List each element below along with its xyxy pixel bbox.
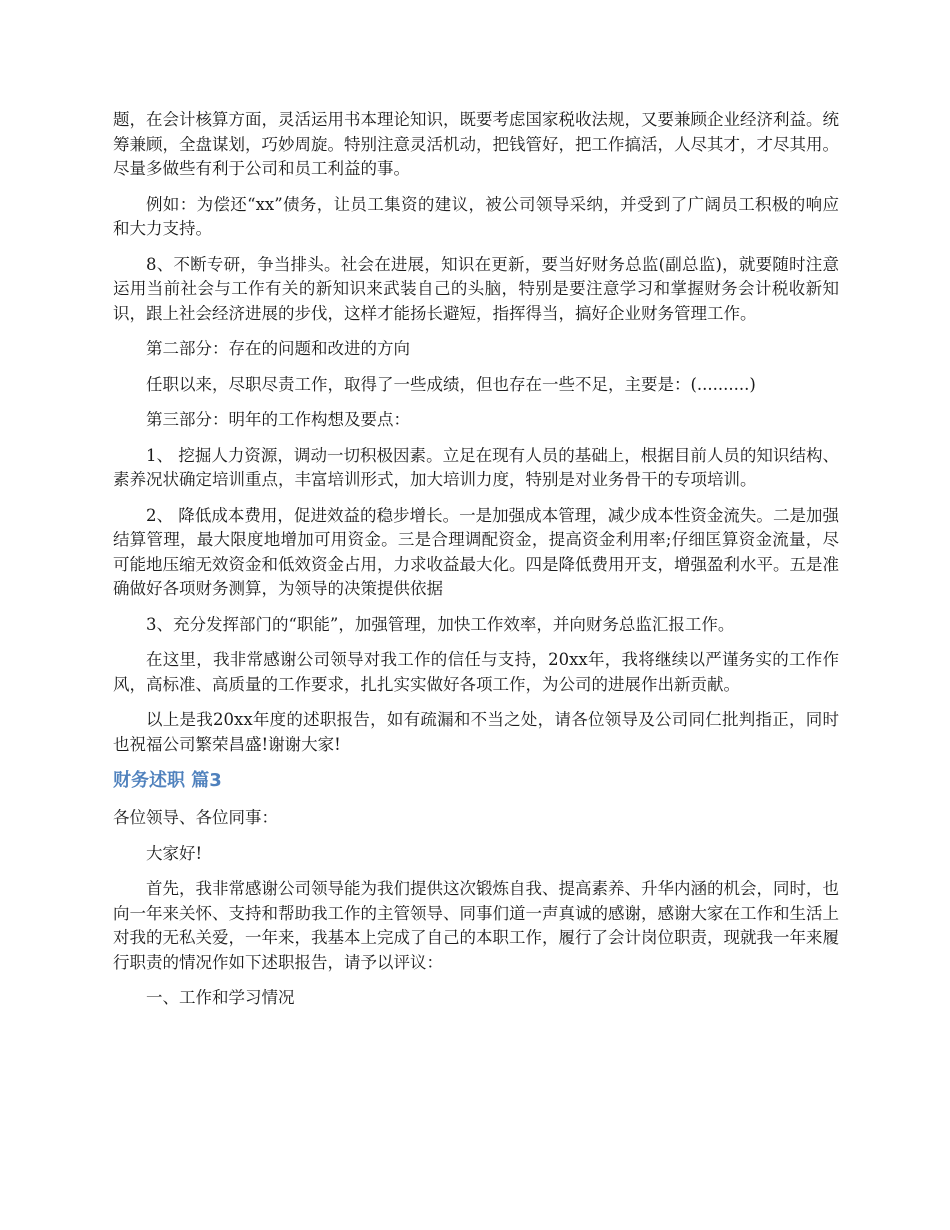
paragraph-plan-3: 3、充分发挥部门的“职能”，加强管理，加快工作效率，并向财务总监汇报工作。 [146,614,735,634]
greeting: 大家好! [146,843,203,863]
paragraph-continued: 题，在会计核算方面，灵活运用书本理论知识，既要考虑国家税收法规，又要兼顾企业经济利益。统筹兼顾，全盘谋划，巧妙周旋。特别注意灵活机动，把钱管好，把工作搞活，人尽其才，才尽其用。尽量多做些有利于公司和员工利益的事。 [113,110,839,178]
paragraph-shortcomings: 任职以来，尽职尽责工作，取得了一些成绩，但也存在一些不足，主要是：(..........) [146,374,756,394]
paragraph-plan-1: 1、 挖掘人力资源，调动一切积极因素。立足在现有人员的基础上，根据目前人员的知识结构、素养况状确定培训重点，丰富培训形式，加大培训力度，特别是对业务骨干的专项培训。 [113,445,839,489]
subsection-title: 一、工作和学习情况 [146,988,295,1007]
paragraph-example: 例如：为偿还“xx”债务，让员工集资的建议，被公司领导采纳，并受到了广阔员工积极的响应和大力支持。 [113,194,839,238]
document-body [113,108,839,1022]
paragraph-closing: 以上是我20xx年度的述职报告，如有疏漏和不当之处，请各位领导及公司同仁批判指正，同时也祝福公司繁荣昌盛!谢谢大家! [113,710,839,754]
section-heading: 财务述职 篇3 [113,770,222,791]
paragraph-thanks: 在这里，我非常感谢公司领导对我工作的信任与支持，20xx年，我将继续以严谨务实的工作作风，高标准、高质量的工作要求，扎扎实实做好各项工作，为公司的进展作出新贡献。 [113,650,839,694]
section-part-three-title: 第三部分：明年的工作构想及要点： [146,410,410,429]
paragraph-item-8: 8、不断专研，争当排头。社会在进展，知识在更新，要当好财务总监(副总监)，就要随时注意运用当前社会与工作有关的新知识来武装自己的头脑，特别是要注意学习和掌握财务会计税收新知识，跟上社会经济进展的步伐，这样才能扬长避短，指挥得当，搞好企业财务管理工作。 [113,254,839,323]
section-part-two-title: 第二部分：存在的问题和改进的方向 [146,339,410,358]
paragraph-intro: 首先，我非常感谢公司领导能为我们提供这次锻炼自我、提高素养、升华内涵的机会，同时，也向一年来关怀、支持和帮助我工作的主管领导、同事们道一声真诚的感谢，感谢大家在工作和生活上对我的无私关爱，一年来，我基本上完成了自己的本职工作，履行了会计岗位职责，现就我一年来履行职责的情况作如下述职报告，请予以评议： [113,879,839,972]
paragraph-plan-2: 2、 降低成本费用，促进效益的稳步增长。一是加强成本管理，减少成本性资金流失。二是加强结算管理，最大限度地增加可用资金。三是合理调配资金，提高资金利用率;仔细匡算资金流量，尽可能地压缩无效资金和低效资金占用，力求收益最大化。四是降低费用开支，增强盈利水平。五是准确做好各项财务测算，为领导的决策提供依据 [113,505,839,598]
salutation: 各位领导、各位同事： [113,808,278,827]
